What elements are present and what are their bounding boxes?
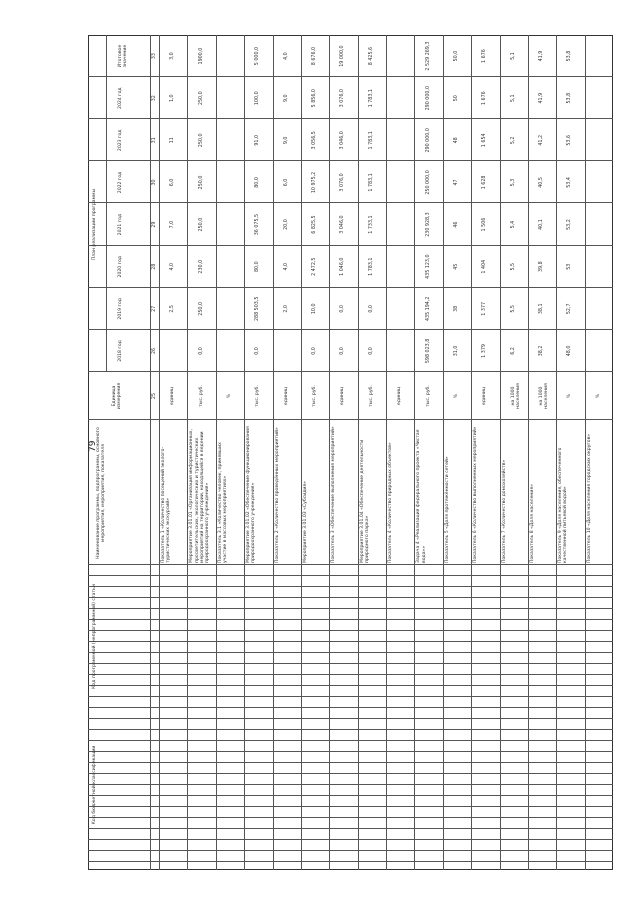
table-cell-value: 3,0 bbox=[170, 52, 176, 60]
header-classification: Код бюджетной классификации bbox=[92, 745, 97, 825]
column-line bbox=[88, 419, 613, 420]
table-row-name: Мероприятие 3.01.03 «Субсидия» bbox=[302, 481, 308, 563]
table-cell-value: 0,0 bbox=[368, 305, 374, 313]
table-row-unit: тыс. руб. bbox=[312, 385, 318, 407]
table-row-name: Показатель 9 «Доля населения, обеспеченного качественной питьевой водой» bbox=[558, 447, 569, 563]
table-cell-value: 230,0 bbox=[198, 259, 204, 274]
column-number: 25 bbox=[152, 392, 157, 400]
table-cell-value: 41,9 bbox=[539, 50, 545, 62]
table-cell-value: 0,0 bbox=[198, 347, 204, 355]
column-line bbox=[88, 740, 613, 741]
table-cell-value: 53,6 bbox=[567, 134, 573, 146]
column-line bbox=[88, 663, 613, 664]
column-number: 26 bbox=[152, 347, 157, 354]
column-line bbox=[88, 806, 613, 807]
table-cell-value: 5 000,0 bbox=[255, 46, 261, 66]
column-line bbox=[88, 839, 613, 840]
header-y2020: 2020 год bbox=[118, 255, 123, 278]
table-cell-value: 1 404 bbox=[482, 259, 488, 274]
table-row-unit: тыс. руб. bbox=[425, 385, 431, 407]
column-number: 29 bbox=[152, 221, 157, 228]
table-cell-value: 53,8 bbox=[567, 50, 573, 62]
row-line bbox=[159, 35, 160, 870]
table-row-name: Показатель 4 «Количество природных объектов» bbox=[388, 442, 393, 563]
column-line bbox=[88, 118, 613, 119]
table-cell-value: 5,3 bbox=[510, 178, 516, 187]
table-cell-value: 53,2 bbox=[567, 219, 573, 230]
table-cell-value: 290 000,0 bbox=[425, 128, 431, 153]
header-program-title: Наименование программы, подпрограммы, основного мероприятия, мероприятия, показателя bbox=[96, 427, 107, 559]
table-row-unit: единиц bbox=[283, 386, 289, 406]
table-cell-value: 50,0 bbox=[453, 50, 459, 62]
header-program-code: Код программной (непрограммной) статьи bbox=[92, 584, 97, 689]
table-cell-value: 48 bbox=[453, 137, 459, 144]
table-cell-value: 50 bbox=[453, 95, 459, 102]
table-cell-value: 5 856,0 bbox=[312, 89, 318, 108]
row-line bbox=[301, 35, 302, 870]
column-line bbox=[88, 203, 613, 204]
table-cell-value: 2,5 bbox=[170, 305, 176, 313]
table-cell-value: 1 379 bbox=[482, 344, 488, 358]
header-plan: План реализации программы bbox=[92, 188, 97, 261]
column-line bbox=[88, 707, 613, 708]
table-cell-value: 1 377 bbox=[482, 301, 488, 316]
table-cell-value: 38,2 bbox=[539, 345, 545, 357]
column-line bbox=[88, 76, 613, 77]
table-row-unit: единиц bbox=[170, 386, 176, 406]
row-line bbox=[386, 35, 387, 870]
header-y2023: 2023 год bbox=[118, 129, 123, 152]
table-row-unit: единиц bbox=[482, 386, 488, 406]
table-row-unit: % bbox=[595, 393, 601, 399]
table-cell-value: 0,0 bbox=[340, 347, 346, 355]
column-line bbox=[88, 795, 613, 796]
table-cell-value: 39,8 bbox=[539, 261, 545, 273]
table-row-unit: % bbox=[567, 393, 573, 399]
column-line bbox=[88, 329, 613, 330]
table-cell-value: 53 bbox=[567, 263, 573, 270]
header-y2021: 2021 год bbox=[118, 213, 123, 236]
row-line bbox=[150, 35, 151, 870]
table-cell-value: 435 123,0 bbox=[425, 254, 431, 279]
table-cell-value: 3 046,0 bbox=[340, 131, 346, 150]
column-line bbox=[88, 641, 613, 642]
table-row-name: Мероприятие 3.01.01 «Организация информационных, просветительских, экологических и туристических мероприятий на территории, находящейся в ведении природоохранного учреждения» bbox=[189, 429, 210, 563]
column-line bbox=[88, 718, 613, 719]
table-cell-value: 5,1 bbox=[510, 94, 516, 103]
table-cell-value: 1,0 bbox=[170, 94, 176, 103]
table-cell-value: 20,0 bbox=[283, 219, 289, 230]
table-cell-value: 3 056,5 bbox=[312, 131, 318, 150]
table-cell-value: 1 783,1 bbox=[368, 89, 374, 108]
table-cell-value: 38 bbox=[453, 305, 459, 312]
table-cell-value: 3 076,0 bbox=[340, 173, 346, 192]
table-cell-value: 1 506 bbox=[482, 217, 488, 232]
column-line bbox=[88, 784, 613, 785]
table-cell-value: 1 676 bbox=[482, 49, 488, 63]
table-row-unit: тыс. руб. bbox=[255, 385, 261, 407]
table-cell-value: 1 783,1 bbox=[368, 131, 374, 150]
table-cell-value: 2 472,5 bbox=[312, 257, 318, 276]
table-cell-value: 53,4 bbox=[567, 177, 573, 188]
table-cell-value: 5,5 bbox=[510, 305, 516, 313]
row-line bbox=[273, 35, 274, 870]
column-line bbox=[88, 850, 613, 851]
table-cell-value: 4,0 bbox=[170, 262, 176, 271]
table-cell-value: 1 628 bbox=[482, 175, 488, 190]
column-line bbox=[88, 773, 613, 774]
header-final: Итоговое значение bbox=[118, 44, 129, 68]
table-cell-value: 1 733,1 bbox=[368, 215, 374, 234]
row-line bbox=[358, 35, 359, 870]
budget-table bbox=[88, 35, 613, 870]
table-cell-value: 250,0 bbox=[198, 175, 204, 190]
table-cell-value: 250,0 bbox=[198, 301, 204, 316]
column-number: 27 bbox=[152, 305, 157, 312]
page-number: 79 bbox=[88, 440, 98, 452]
table-row-name: Показатель 6 «Количество выполненных мероприятий» bbox=[473, 426, 479, 563]
table-cell-value: 0,0 bbox=[255, 347, 261, 355]
table-cell-value: 1900,0 bbox=[198, 47, 204, 65]
table-cell-value: 5,4 bbox=[510, 220, 516, 229]
table-row-unit: % bbox=[453, 393, 459, 399]
column-line bbox=[88, 630, 613, 631]
table-cell-value: 7,0 bbox=[170, 220, 176, 229]
table-cell-value: 230 928,3 bbox=[425, 212, 431, 237]
header-unit: Единица измерения bbox=[112, 382, 123, 410]
table-row-unit: % bbox=[226, 393, 232, 399]
table-cell-value: 80,0 bbox=[255, 177, 261, 188]
table-row-name: Показатель 3 «Обеспечение выполнения мероприятий» bbox=[331, 426, 337, 563]
table-cell-value: 1 783,1 bbox=[368, 257, 374, 276]
row-line bbox=[216, 35, 217, 870]
column-line bbox=[88, 619, 613, 620]
table-cell-value: 6,2 bbox=[510, 347, 516, 355]
table-cell-value: 250,0 bbox=[198, 133, 204, 148]
table-row-unit: единиц bbox=[397, 386, 403, 406]
column-line bbox=[88, 608, 613, 609]
table-cell-value: 250,0 bbox=[198, 217, 204, 232]
table-cell-value: 41,9 bbox=[539, 92, 545, 104]
table-cell-value: 1 046,0 bbox=[340, 257, 346, 276]
header-year_base: 2018 год bbox=[118, 340, 123, 362]
table-cell-value: 1 676 bbox=[482, 91, 488, 106]
column-number: 30 bbox=[152, 179, 157, 186]
table-row-unit: на 1000 населения bbox=[510, 383, 521, 409]
column-line bbox=[88, 674, 613, 675]
table-cell-value: 40,5 bbox=[539, 177, 545, 188]
table-cell-value: 10 975,2 bbox=[312, 171, 318, 194]
table-cell-value: 5,5 bbox=[510, 262, 516, 271]
table-row-unit: тыс. руб. bbox=[368, 385, 374, 407]
table-cell-value: 10,0 bbox=[312, 303, 318, 315]
table-cell-value: 3 076,0 bbox=[340, 89, 346, 108]
row-line bbox=[528, 35, 529, 870]
table-row-name: Показатель 3.1 «Количество человек, принявших участие в массовых мероприятиях» bbox=[217, 442, 228, 563]
column-line bbox=[88, 861, 613, 862]
column-line bbox=[88, 160, 613, 161]
column-line bbox=[88, 245, 613, 246]
table-cell-value: 91,0 bbox=[255, 134, 261, 146]
table-row-unit: единиц bbox=[340, 386, 346, 406]
table-row-name: Задача 4 «Реализация федерального проекта «Чистая вода»» bbox=[416, 429, 427, 563]
column-line bbox=[88, 597, 613, 598]
table-cell-value: 8 676,0 bbox=[312, 46, 318, 66]
table-cell-value: 250,0 bbox=[198, 91, 204, 106]
table-cell-value: 4,0 bbox=[283, 52, 289, 60]
row-line bbox=[443, 35, 444, 870]
table-cell-value: 80,0 bbox=[255, 261, 261, 273]
column-line bbox=[88, 287, 613, 288]
table-cell-value: 6 825,5 bbox=[312, 215, 318, 234]
table-cell-value: 8 425,6 bbox=[368, 46, 374, 66]
table-row-name: Показатель 1 «Количество посещений эколого-туристических экскурсий» bbox=[161, 446, 172, 563]
table-cell-value: 36 075,5 bbox=[255, 213, 261, 236]
table-cell-value: 31,0 bbox=[453, 345, 459, 357]
table-cell-value: 598 023,8 bbox=[425, 338, 431, 364]
table-cell-value: 288 503,5 bbox=[255, 296, 261, 322]
table-cell-value: 100,0 bbox=[255, 91, 261, 106]
table-row-unit: тыс. руб. bbox=[198, 385, 204, 407]
table-row-name: Показатель 2 «Количество проведённых мероприятий» bbox=[274, 427, 280, 563]
column-line bbox=[88, 828, 613, 829]
table-cell-value: 6,0 bbox=[283, 178, 289, 187]
table-cell-value: 47 bbox=[453, 179, 459, 186]
header-y2019: 2019 год bbox=[118, 298, 123, 320]
table-row-name: Мероприятие 3.01.04 «Обеспечение деятельности природного парка» bbox=[359, 439, 370, 563]
column-line bbox=[88, 685, 613, 686]
column-number: 31 bbox=[152, 137, 157, 144]
table-cell-value: 41,2 bbox=[539, 134, 545, 146]
row-line bbox=[244, 35, 245, 870]
header-y2024: 2024 год bbox=[118, 87, 123, 109]
column-number: 33 bbox=[152, 53, 157, 60]
table-cell-value: 4,0 bbox=[283, 262, 289, 271]
column-number: 32 bbox=[152, 95, 157, 102]
column-line bbox=[88, 564, 613, 565]
table-cell-value: 435 194,2 bbox=[425, 296, 431, 322]
header-y2022: 2022 год bbox=[118, 171, 123, 194]
table-row-name: Показатель 7 «Количество домохозяйств» bbox=[501, 459, 507, 563]
row-line bbox=[585, 35, 586, 870]
column-line bbox=[88, 575, 613, 576]
row-line bbox=[500, 35, 501, 870]
table-row-name: Показатель 10 «Доля населения городских округов» bbox=[586, 433, 592, 563]
table-cell-value: 19 000,0 bbox=[340, 45, 346, 67]
column-line bbox=[88, 696, 613, 697]
table-cell-value: 0,0 bbox=[340, 305, 346, 313]
table-cell-value: 0,0 bbox=[368, 347, 374, 355]
table-cell-value: 9,0 bbox=[283, 94, 289, 103]
table-row-name: Мероприятие 3.01.02 «Обеспечение функционирования природоохранного учреждения» bbox=[246, 426, 257, 563]
rotated-page bbox=[88, 35, 613, 870]
table-cell-value: 2 529 269,3 bbox=[425, 41, 431, 71]
table-cell-value: 45 bbox=[453, 263, 459, 270]
table-cell-value: 53,8 bbox=[567, 92, 573, 104]
table-cell-value: 6,0 bbox=[170, 178, 176, 187]
table-cell-value: 40,1 bbox=[539, 219, 545, 230]
table-cell-value: 46 bbox=[453, 221, 459, 228]
table-cell-value: 290 000,0 bbox=[425, 85, 431, 111]
column-number: 28 bbox=[152, 263, 157, 270]
column-line bbox=[88, 762, 613, 763]
table-cell-value: 0,0 bbox=[312, 347, 318, 355]
table-row-name: Показатель 8 «Доля населения» bbox=[529, 484, 535, 563]
column-line bbox=[88, 652, 613, 653]
table-cell-value: 2,0 bbox=[283, 305, 289, 313]
table-cell-value: 5,2 bbox=[510, 136, 516, 145]
row-line bbox=[471, 35, 472, 870]
table-cell-value: 3 046,0 bbox=[340, 215, 346, 234]
table-cell-value: 1 783,1 bbox=[368, 173, 374, 192]
table-cell-value: 11 bbox=[170, 137, 176, 144]
table-cell-value: 5,1 bbox=[510, 52, 516, 60]
column-line bbox=[88, 729, 613, 730]
table-cell-value: 52,7 bbox=[567, 303, 573, 315]
column-line bbox=[88, 371, 613, 372]
column-line bbox=[88, 586, 613, 587]
table-cell-value: 250 000,0 bbox=[425, 170, 431, 195]
row-line bbox=[106, 35, 107, 372]
table-row-name: Показатель 5 «Доля протяжённости сетей» bbox=[444, 456, 450, 563]
table-cell-value: 9,0 bbox=[283, 136, 289, 145]
column-line bbox=[88, 751, 613, 752]
table-row-unit: на 1000 населения bbox=[539, 383, 550, 409]
column-line bbox=[88, 817, 613, 818]
table-cell-value: 38,1 bbox=[539, 303, 545, 315]
table-cell-value: 1 654 bbox=[482, 133, 488, 148]
table-cell-value: 48,0 bbox=[567, 345, 573, 357]
